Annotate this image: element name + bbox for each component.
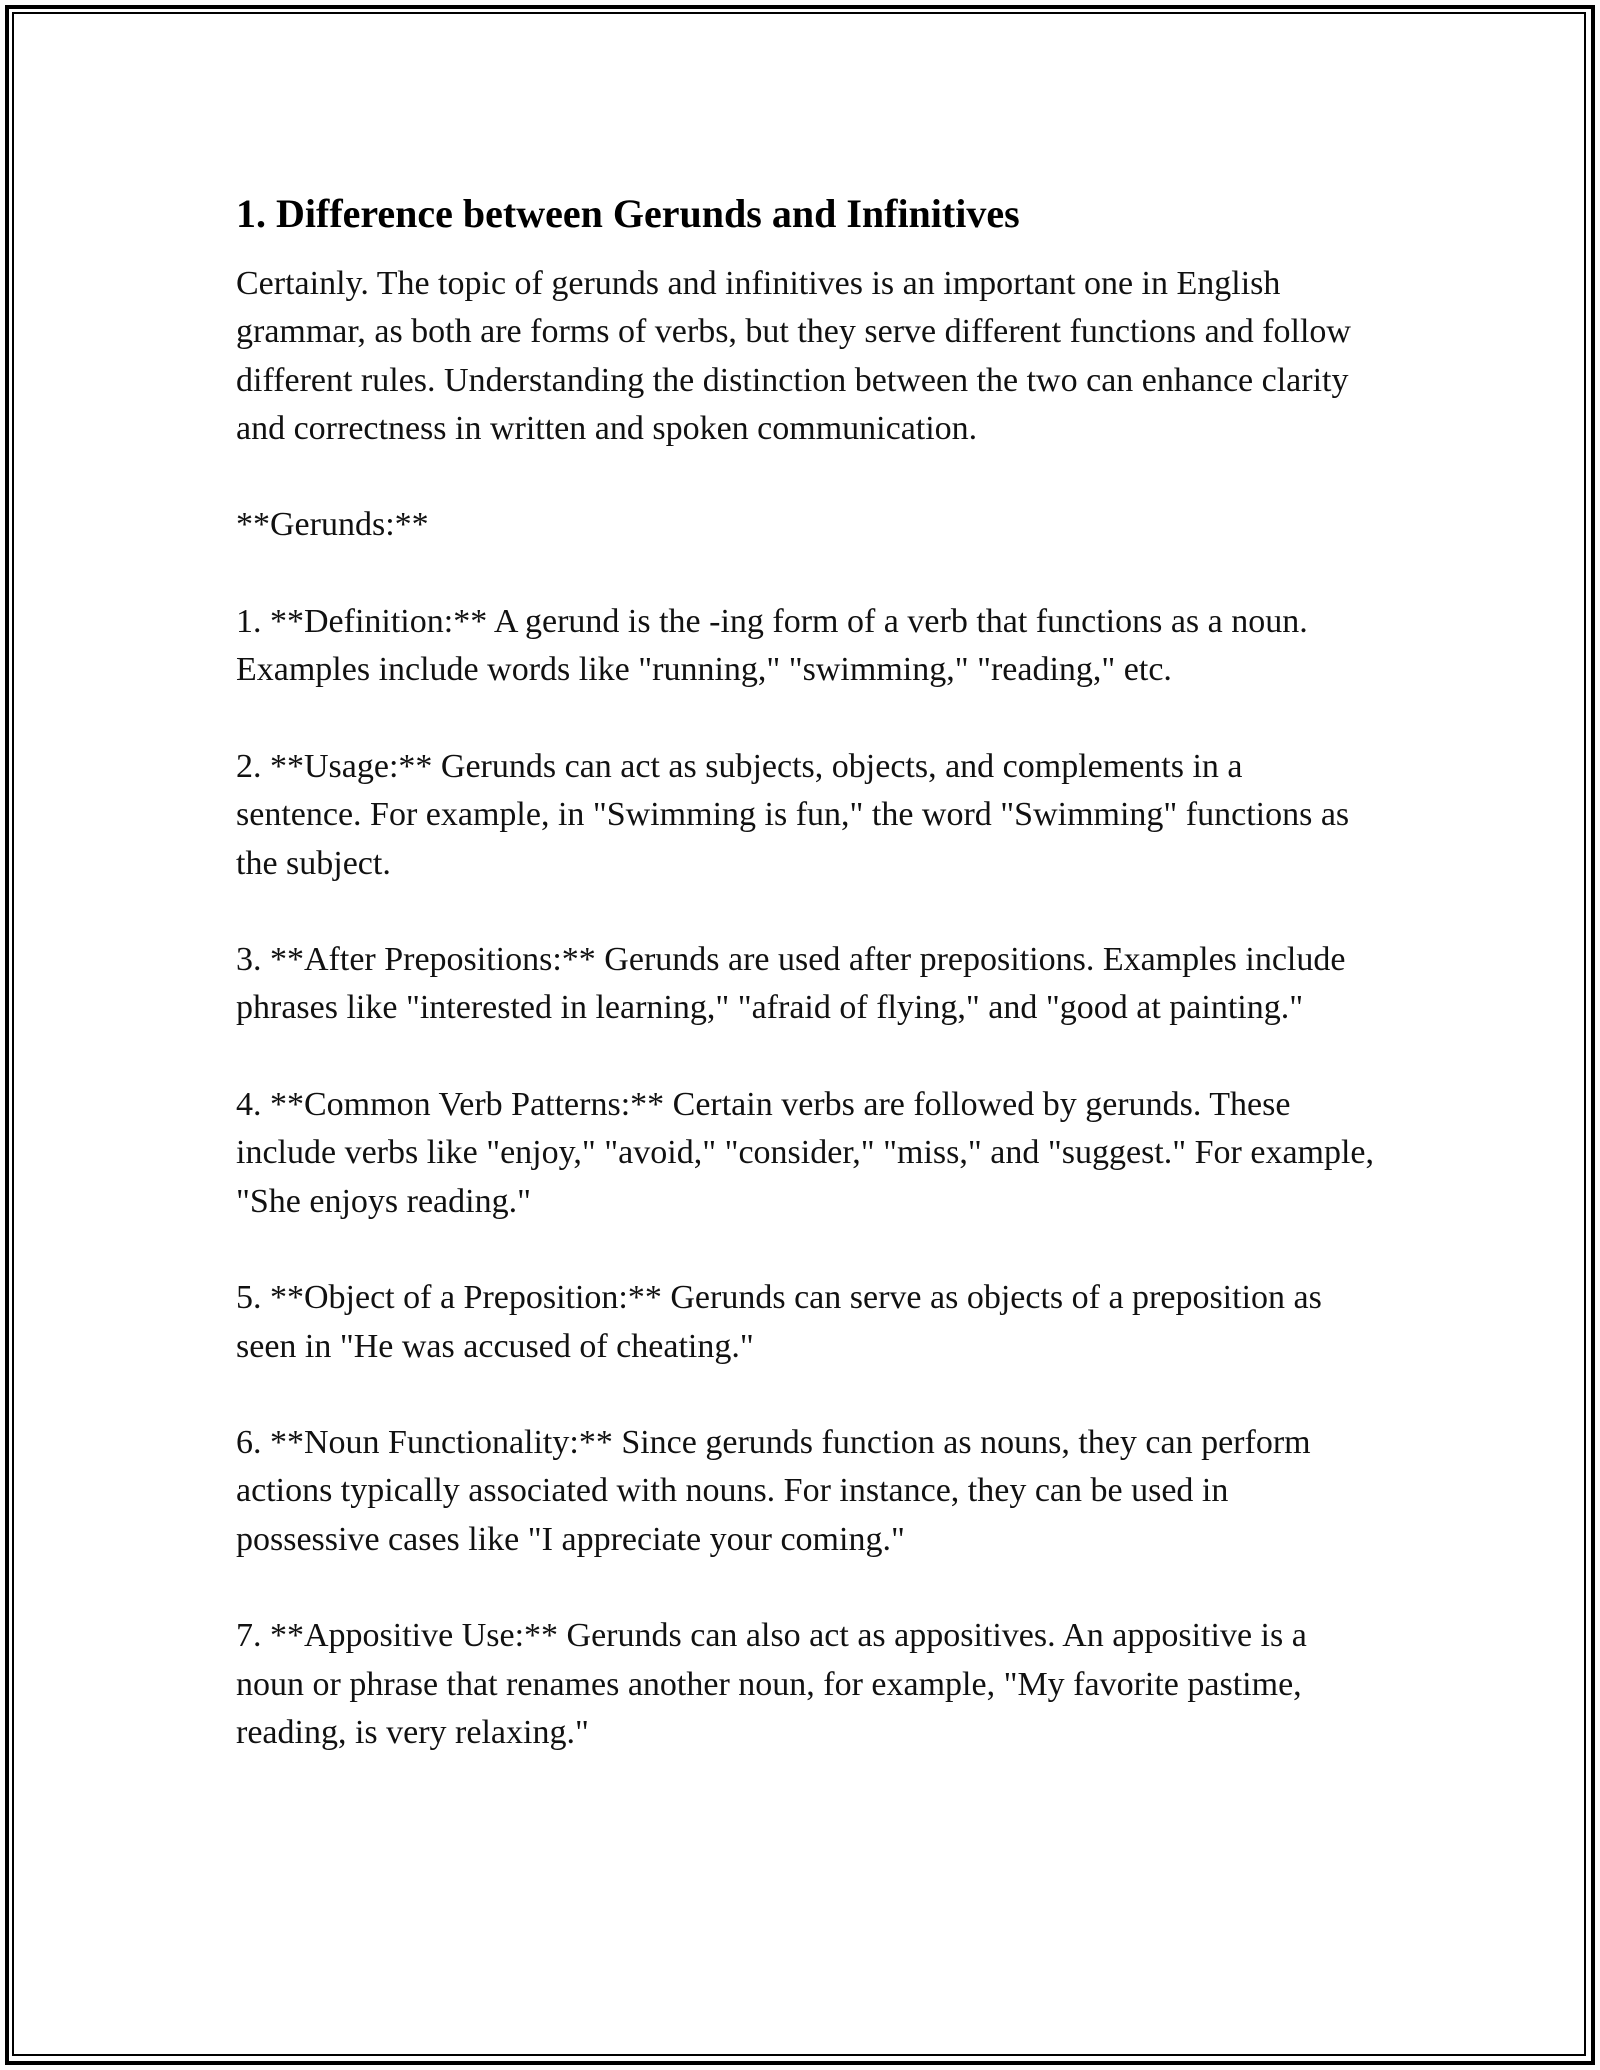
list-item-usage: 2. **Usage:** Gerunds can act as subjects, objects, and complements in a sentence. For example, in "Swimming is fun," the word "Swimming" functions as the subject. — [236, 747, 1350, 882]
list-item-definition: 1. **Definition:** A gerund is the -ing form of a verb that functions as a noun. Examples include words like "running," "swimming," "reading," etc. — [236, 603, 1308, 689]
list-item-noun-functionality: 6. **Noun Functionality:** Since gerunds function as nouns, they can perform actions typically associated with nouns. For instance, they can be used in possessive cases like "I appreciate your coming." — [236, 1424, 1311, 1558]
list-item-after-prepositions: 3. **After Prepositions:** Gerunds are used after prepositions. Examples include phrases like "interested in learning," "afraid of flying," and "good at painting." — [236, 941, 1346, 1027]
list-item-common-verb-patterns: 4. **Common Verb Patterns:** Certain verbs are followed by gerunds. These include verbs like "enjoy," "avoid," "consider," "miss," and "suggest." For example, "She enjoys reading." — [236, 1086, 1375, 1220]
section-heading-gerunds: **Gerunds:** — [236, 506, 429, 544]
document-body — [236, 184, 1376, 1806]
list-item-appositive-use: 7. **Appositive Use:** Gerunds can also act as appositives. An appositive is a noun or phrase that renames another noun, for example, "My favorite pastime, reading, is very relaxing." — [236, 1617, 1307, 1751]
list-item-object-of-preposition: 5. **Object of a Preposition:** Gerunds can serve as objects of a preposition as seen in "He was accused of cheating." — [236, 1279, 1322, 1365]
intro-paragraph: Certainly. The topic of gerunds and infinitives is an important one in English grammar, as both are forms of verbs, but they serve different functions and follow different rules. Understanding the distinction between the two can enhance clarity and correctness in written and spoken communication. — [236, 265, 1351, 447]
document-title: 1. Difference between Gerunds and Infinitives — [236, 191, 1020, 236]
